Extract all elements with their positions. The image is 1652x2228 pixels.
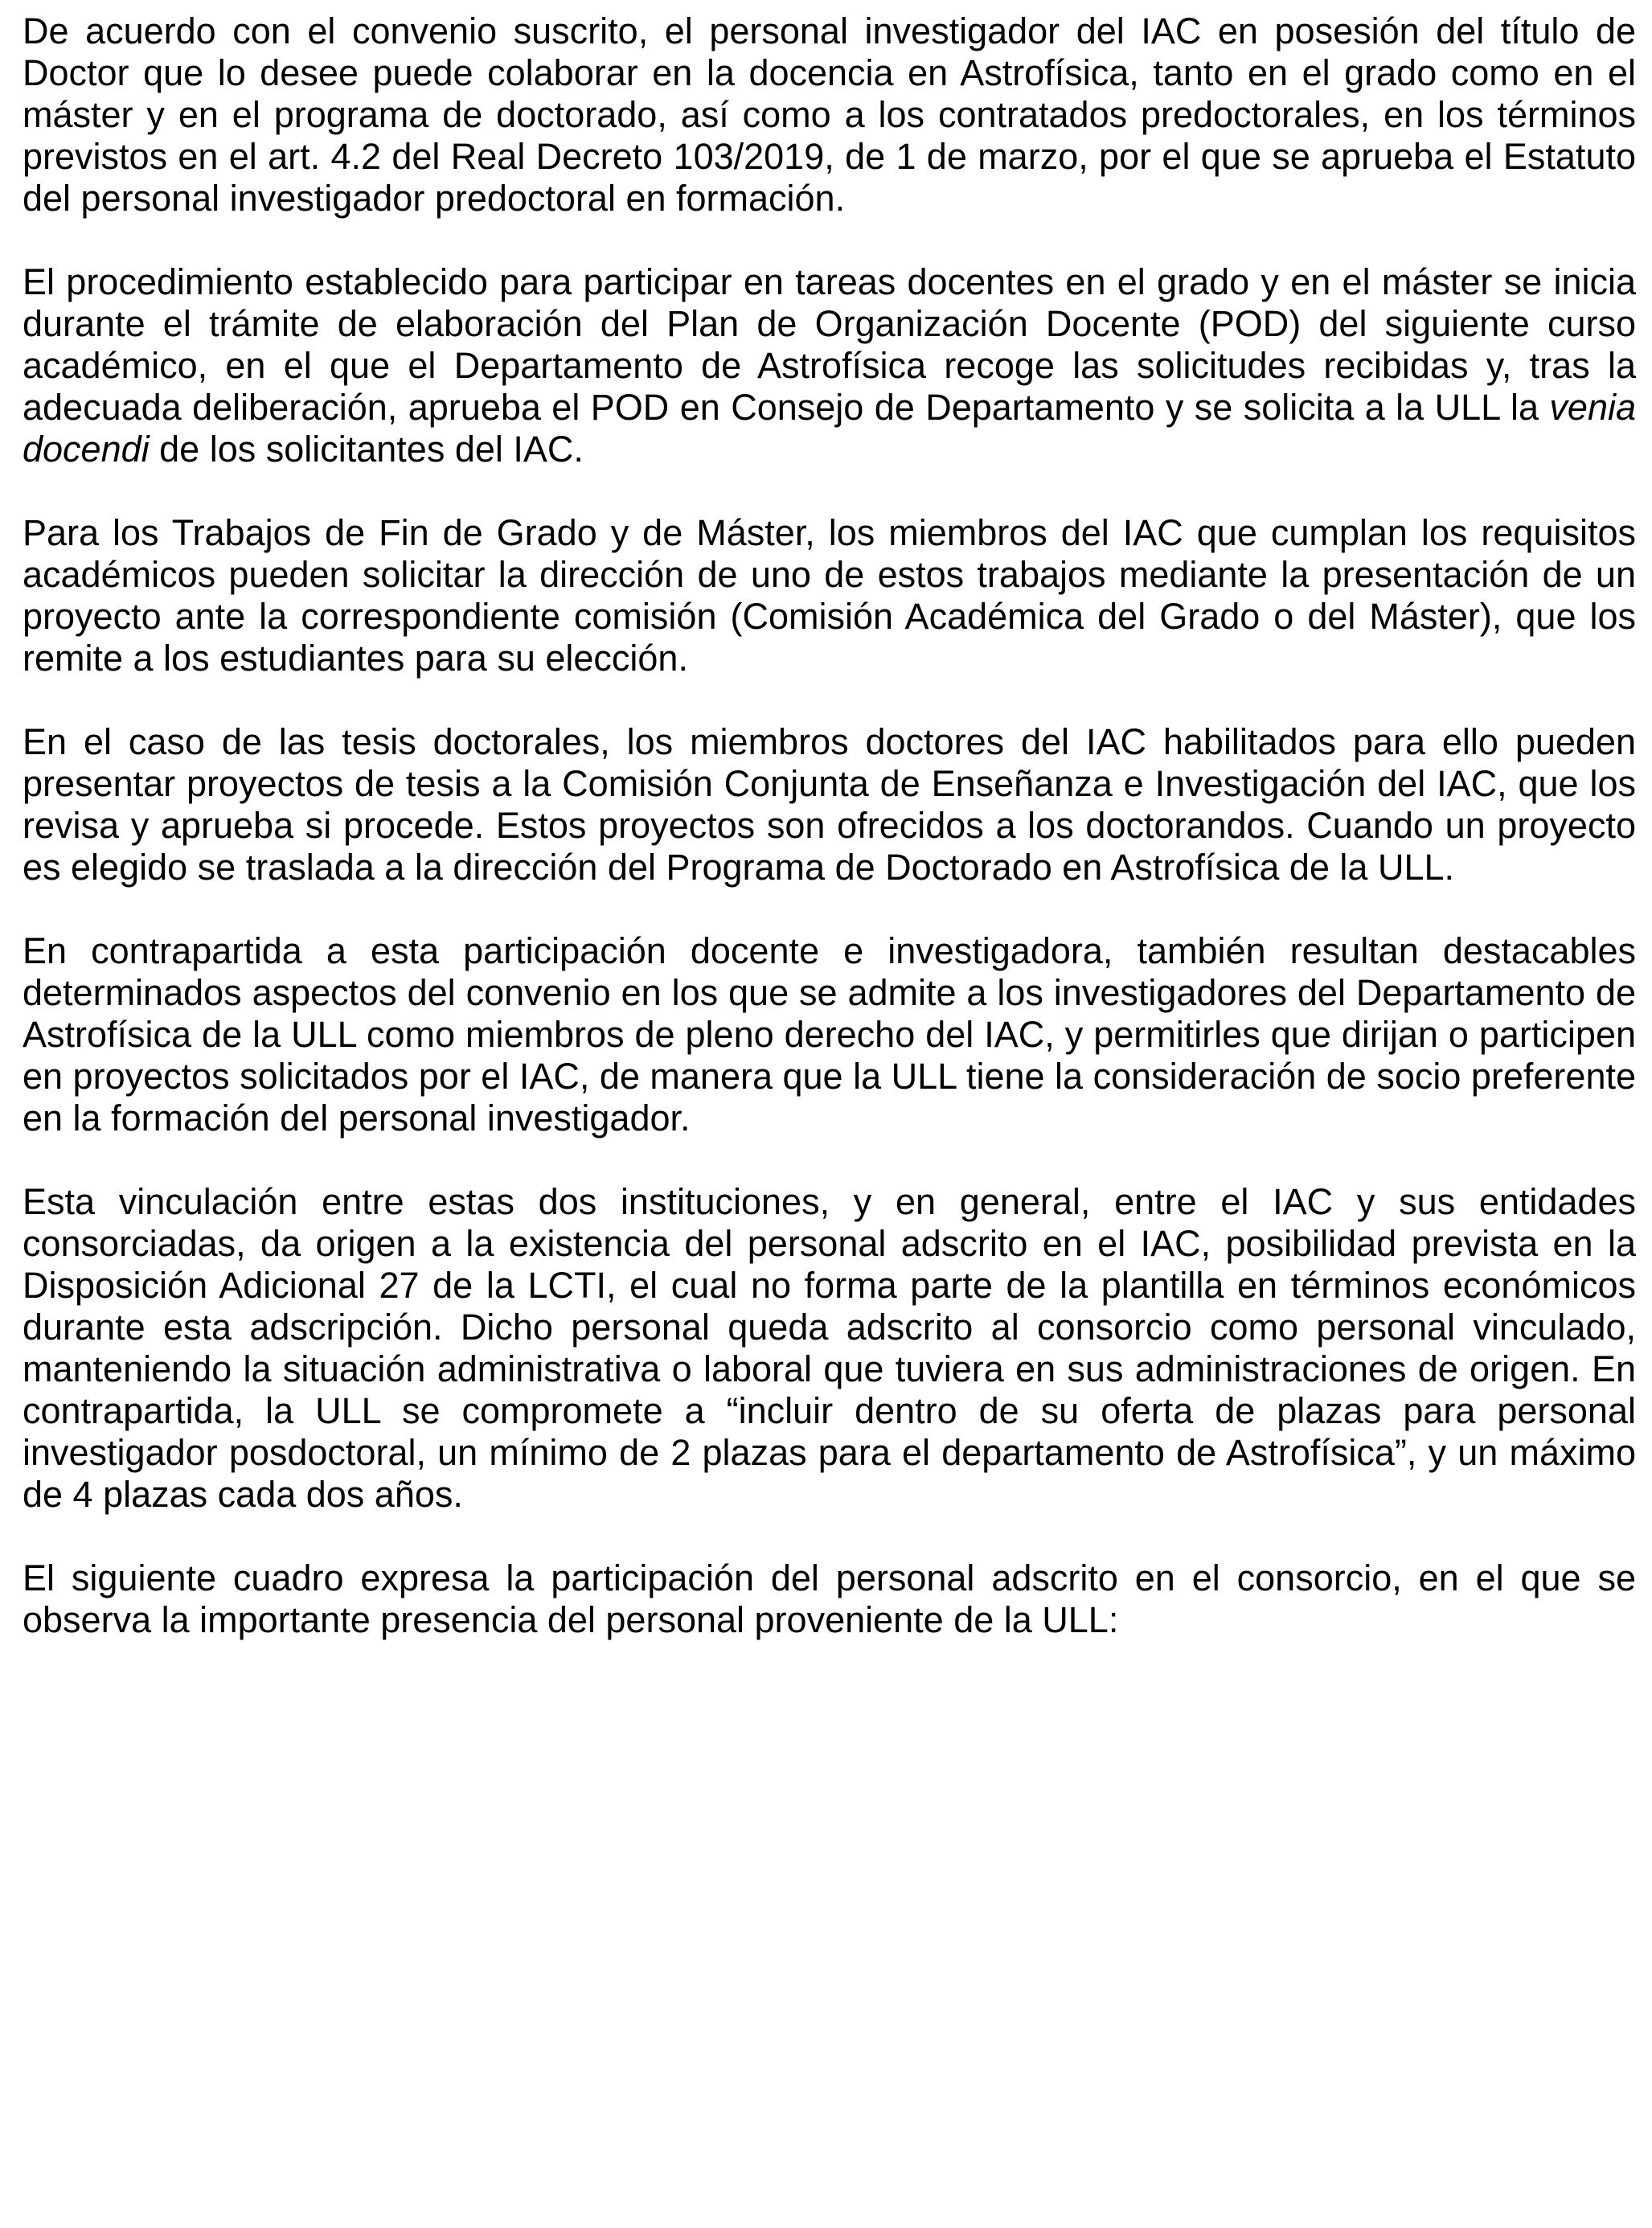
- venia-docendi-italic-phrase: venia docendi: [23, 387, 1636, 470]
- paragraph-procedimiento-pod: [23, 261, 1636, 470]
- paragraph-contrapartida-participacion: [23, 930, 1636, 1139]
- paragraph-trabajos-fin-grado: [23, 512, 1636, 679]
- paragraph-cuadro-intro-text: El siguiente cuadro expresa la participación del personal adscrito en el consorcio, en el que se observa la importante presencia del personal proveniente de la ULL:: [23, 1557, 1636, 1640]
- paragraph-cuadro-intro: [23, 1557, 1636, 1641]
- paragraph-convenio-docencia-text: De acuerdo con el convenio suscrito, el personal investigador del IAC en posesión del título de Doctor que lo desee puede colaborar en la docencia en Astrofísica, tanto en el grado como en el máster y en el programa de doctorado, así como a los contratados predoctorales, en los términos previstos en el art. 4.2 del Real Decreto 103/2019, de 1 de marzo, por el que se aprueba el Estatuto del personal investigador predoctoral en formación.: [23, 10, 1636, 219]
- paragraph-trabajos-fin-grado-text: Para los Trabajos de Fin de Grado y de Máster, los miembros del IAC que cumplan los requisitos académicos pueden solicitar la dirección de uno de estos trabajos mediante la presentación de un proyecto ante la correspondiente comisión (Comisión Académica del Grado o del Máster), que los remite a los estudiantes para su elección.: [23, 512, 1636, 679]
- paragraph-tesis-doctorales: [23, 721, 1636, 888]
- paragraph-contrapartida-participacion-text: En contrapartida a esta participación docente e investigadora, también resultan destacables determinados aspectos del convenio en los que se admite a los investigadores del Departamento de Astrofísica de la ULL como miembros de pleno derecho del IAC, y permitirles que dirijan o participen en proyectos solicitados por el IAC, de manera que la ULL tiene la consideración de socio preferente en la formación del personal investigador.: [23, 930, 1637, 1139]
- paragraph-personal-adscrito-text: Esta vinculación entre estas dos instituciones, y en general, entre el IAC y sus entidades consorciadas, da origen a la existencia del personal adscrito en el IAC, posibilidad prevista en la Disposición Adicional 27 de la LCTI, el cual no forma parte de la plantilla en términos económicos durante esta adscripción. Dicho personal queda adscrito al consorcio como personal vinculado, manteniendo la situación administrativa o laboral que tuviera en sus administraciones de origen. En contrapartida, la ULL se compromete a “incluir dentro de su oferta de plazas para personal investigador posdoctoral, un mínimo de 2 plazas para el departamento de Astrofísica”, y un máximo de 4 plazas cada dos años.: [23, 1181, 1636, 1515]
- paragraph-procedimiento-pod-text-before: El procedimiento establecido para participar en tareas docentes en el grado y en el máster se inicia durante el trámite de elaboración del Plan de Organización Docente (POD) del siguiente curso académico, en el que el Departamento de Astrofísica recoge las solicitudes recibidas y, tras la adecuada deliberación, aprueba el POD en Consejo de Departamento y se solicita a la ULL la: [23, 261, 1636, 428]
- paragraph-procedimiento-pod-text-after: de los solicitantes del IAC.: [149, 429, 584, 470]
- paragraph-convenio-docencia: [23, 10, 1636, 220]
- paragraph-personal-adscrito: [23, 1181, 1636, 1516]
- paragraph-tesis-doctorales-text: En el caso de las tesis doctorales, los miembros doctores del IAC habilitados para ello pueden presentar proyectos de tesis a la Comisión Conjunta de Enseñanza e Investigación del IAC, que los revisa y aprueba si procede. Estos proyectos son ofrecidos a los doctorandos. Cuando un proyecto es elegido se traslada a la dirección del Programa de Doctorado en Astrofísica de la ULL.: [23, 721, 1636, 888]
